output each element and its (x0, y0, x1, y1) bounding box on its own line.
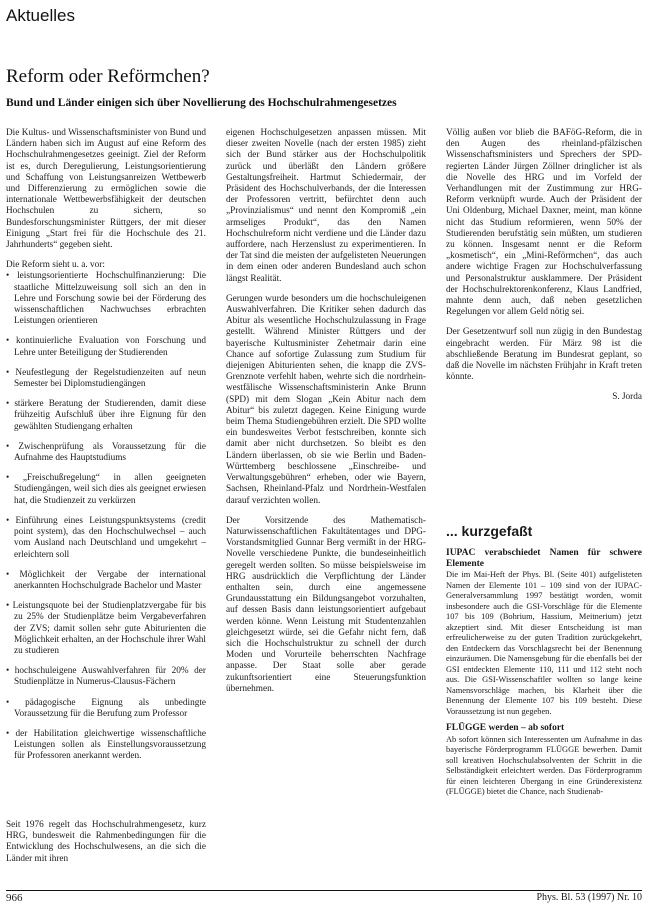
list-item: • Zwischenprüfung als Voraussetzung für die Aufnahme des Hauptstudiums (6, 441, 206, 464)
article-column-1-end (6, 820, 206, 865)
footer-divider (6, 890, 642, 891)
page-number: 966 (6, 892, 23, 904)
kurzgefasst-column (446, 548, 642, 804)
article-column-2 (226, 128, 426, 704)
article-column-3 (446, 128, 642, 413)
news-item-text: Die im Mai-Heft der Phys. Bl. (Seite 401) aufgelisteten Namen der Elemente 101 – 109 sind von der IUPAC-Generalversammlung 1997 bestätigt worden, womit insbesondere auch die GSI-Vorschläge für die Elemente 107 bis 109 (Bohrium, Hassium, Meitnerium) jetzt akzeptiert sind. Mit dieser Entscheidung ist man erfreulicherweise zu der guten Tradition zurückgekehrt, den Entdeckern das Vorschlagsrecht bei der Benennung einzuräumen. Die Namensgebung für die ebenfalls bei der GSI entdeckten Elemente 110, 111 und 112 steht noch aus. Die GSI-Wissenschaftler wollten so lange keine Namensvorschläge machen, bis Klarheit über die Benennung der Elemente 107 bis 109 besteht. Diese Voraussetzung ist nun gegeben. (446, 570, 642, 716)
paragraph: Der Gesetzentwurf soll nun zügig in den Bundestag eingebracht werden. Für März 98 ist die abschließende Beratung im Bundesrat geplant, so daß die Novelle im nächsten Frühjahr in Kraft treten könnte. (446, 327, 642, 383)
list-intro: Die Reform sieht u. a. vor: (6, 260, 105, 271)
article-title: Reform oder Reförmchen? (6, 66, 210, 87)
paragraph: Die Kultus- und Wissenschaftsminister von Bund und Ländern haben sich im August auf eine Reform des Hochschulrahmengesetzes geeinigt. Ziel der Reform ist es, durch Deregulierung, Leistungsorientierung und Schaffung von Leistungsanreizen Wettbewerb und Differenzierung zu ermöglichen sowie die internationale Wettbewerbsfähigkeit der deutschen Hochschulen zu sichern, so Bundesforschungsminister Rüttgers, der mit dieser Einigung „Start frei für die Hochschule des 21. Jahrhunderts“ gegeben sieht. (6, 128, 206, 251)
list-item: • hochschuleigene Auswahlverfahren für 20% der Studienplätze in Numerus-Clausus-Fächern (6, 666, 206, 688)
list-item: • leistungsorientierte Hochschulfinanzierung: Die staatliche Mittelzuweisung soll sich an den in Lehre und Forschung sowie bei der Förderung des wissenschaftlichen Nachwuchses erbrachten Leistungen orientieren (6, 271, 206, 327)
section-label: Aktuelles (6, 6, 75, 25)
kurzgefasst-heading: ... kurzgefaßt (446, 523, 533, 539)
list-item: • Einführung eines Leistungspunktsystems (credit point system), das den Hochschulwechsel – auch vom Ausland nach Deutschland und umgekehrt – erleichtern soll (6, 515, 206, 560)
list-item: • kontinuierliche Evaluation von Forschung und Lehre unter Beteiligung der Studierenden (6, 336, 206, 358)
paragraph: eigenen Hochschulgesetzen anpassen müssen. Mit dieser zweiten Novelle (nach der ersten 1985) zieht sich der Bund stärker aus der Hochschulpolitik zurück und überläßt den Ländern größere Gestaltungsfreiheit. Hartmut Schiedermair, der Präsident des Hochschulverbands, der die Interessen der Professoren vertritt, befürchtet denn auch „Provinzialismus“ und nennt den Kompromiß „ein armseliges Produkt“, das den Namen Hochschulreform nicht verdiene und die Länder dazu auffordere, nach Herzenslust zu experimentieren. In der Tat sind die meisten der aufgelisteten Neuerungen in dem einen oder anderen Bundesland auch schon längst Realität. (226, 128, 426, 284)
list-item: • Möglichkeit der Vergabe der international anerkannten Hochschulgrade Bachelor und Master (6, 569, 206, 591)
paragraph: Der Vorsitzende des Mathematisch-Naturwissenschaftlichen Fakultätentages und DPG-Vorstandsmitglied Gunnar Berg vermißt in der HRG-Novelle verschiedene Punkte, die bundeseinheitlich geregelt werden sollten. So müsse beispielsweise im HRG ausdrücklich die Verpflichtung der Länder enthalten sein, durch eine angemessene Grundausstattung ein Bildungsangebot vorzuhalten, auf dessen Basis dann leistungsorientiert aufgebaut werden könne. Wenn Leistung mit Studentenzahlen gleichgesetzt würde, sei die Gefahr nicht fern, daß sich die Hochschulstruktur zu schnell der durch Moden und Vorurteile beherrschten Nachfrage anpasse. Der Staat solle aber gerade zukunftsorientiert eine Steuerungsfunktion übernehmen. (226, 515, 426, 694)
list-item: • pädagogische Eignung als unbedingte Voraussetzung für die Berufung zum Professor (6, 697, 206, 719)
list-item: • Leistungsquote bei der Studienplatzvergabe für bis zu 25% der Studienplätze beim Vergabeverfahren der ZVS; damit sollen sehr gute Abiturienten die Möglichkeit erhalten, an der Hochschule ihrer Wahl zu studieren (6, 601, 206, 656)
news-item-title: IUPAC verabschiedet Namen für schwere Elemente (446, 548, 642, 569)
news-item-text: Ab sofort können sich Interessenten um Aufnahme in das bayerische Förderprogramm FLÜGGE bewerben. Damit soll kreativen Hochschulabsolventen der Schritt in die Selbständigkeit erleichtert werden. Das Förderprogramm für einen leichteren Übergang in eine Gründerexistenz (FLÜGGE) bietet die Chance, nach Studienab- (446, 734, 642, 796)
list-item: • „Freischußregelung“ in allen geeigneten Studiengängen, weil sich dies als geeignet erwiesen hat, die Studienzeit zu verkürzen (6, 473, 206, 506)
paragraph: Gerungen wurde besonders um die hochschuleigenen Auswahlverfahren. Die Kritiker sehen dadurch das Abitur als wesentliche Hochschulzulassung in Frage gestellt. Während Minister Rüttgers und der bayerische Kultusminister Zehetmair darin eine Chance auf sofortige Zulassung zum Studium für diejenigen Abiturienten sehen, die knapp die ZVS-Grenznote verfehlt haben, wehrte sich die nordrhein-westfälische Wissenschaftsministerin Anke Brunn (SPD) mit dem Slogan „Kein Abitur nach dem Abitur“ bis zuletzt dagegen. Keine Einigung wurde beim Thema Studiengebühren erzielt. Die SPD wollte ein bundesweites Verbot festschreiben, konnte sich damit aber nicht durchsetzen. So bleibt es den Ländern überlassen, ob sie wie Berlin und Baden-Württemberg beschlossene „Einschreibe- und Verwaltungsgebühren“ erheben, oder wie Bayern, Sachsen, Rheinland-Pfalz und Nordrhein-Westfalen darauf verzichten wollen. (226, 293, 426, 506)
news-item-title: FLÜGGE werden – ab sofort (446, 723, 565, 733)
list-item: • Neufestlegung der Regelstudienzeiten auf neun Semester bei Diplomstudiengängen (6, 367, 206, 390)
list-item: • stärkere Beratung der Studierenden, damit diese frühzeitig Aufschluß über ihre Eignung für den gewählten Studiengang erhalten (6, 399, 206, 432)
paragraph: Seit 1976 regelt das Hochschulrahmengesetz, kurz HRG, bundesweit die Rahmenbedingungen für die Entwicklung des Hochschulwesens, an die sich die Länder mit ihren (6, 820, 206, 864)
reform-list (6, 271, 206, 762)
article-subtitle: Bund und Länder einigen sich über Novellierung des Hochschulrahmengesetzes (6, 97, 397, 109)
article-column-1 (6, 128, 206, 772)
list-item: • der Habilitation gleichwertige wissenschaftliche Leistungen sollen als Einstellungsvoraussetzung für Professoren anerkannt werden. (6, 728, 206, 762)
paragraph: Völlig außen vor blieb die BAFöG-Reform, die in den Augen des rheinland-pfälzischen Wissenschaftsministers und Sprechers der SPD-regierten Länder Jürgen Zöllner dringlicher ist als die Novelle des HRG und im Vorfeld der Verhandlungen mit der Zustimmung zur HRG-Reform verknüpft wurde. Auch der Präsident der Uni Oldenburg, Michael Daxner, meint, man könne nicht das Studium reformieren, wenn 50% der Studierenden berufstätig sein müßten, um studieren zu können. Insgesamt nennt er die Reform „kosmetisch“, ein „Mini-Reförmchen“, das auch andere wichtige Fragen zur Hochschulverfassung und Personalstruktur ausklammere. Der Präsident der Hochschulrektorenkonferenz, Klaus Landfried, mahnte denn auch, daß neben gesetzlichen Regelungen vor allem Geld nötig sei. (446, 128, 642, 318)
author-signature: S. Jorda (612, 392, 642, 403)
journal-reference: Phys. Bl. 53 (1997) Nr. 10 (536, 892, 642, 903)
